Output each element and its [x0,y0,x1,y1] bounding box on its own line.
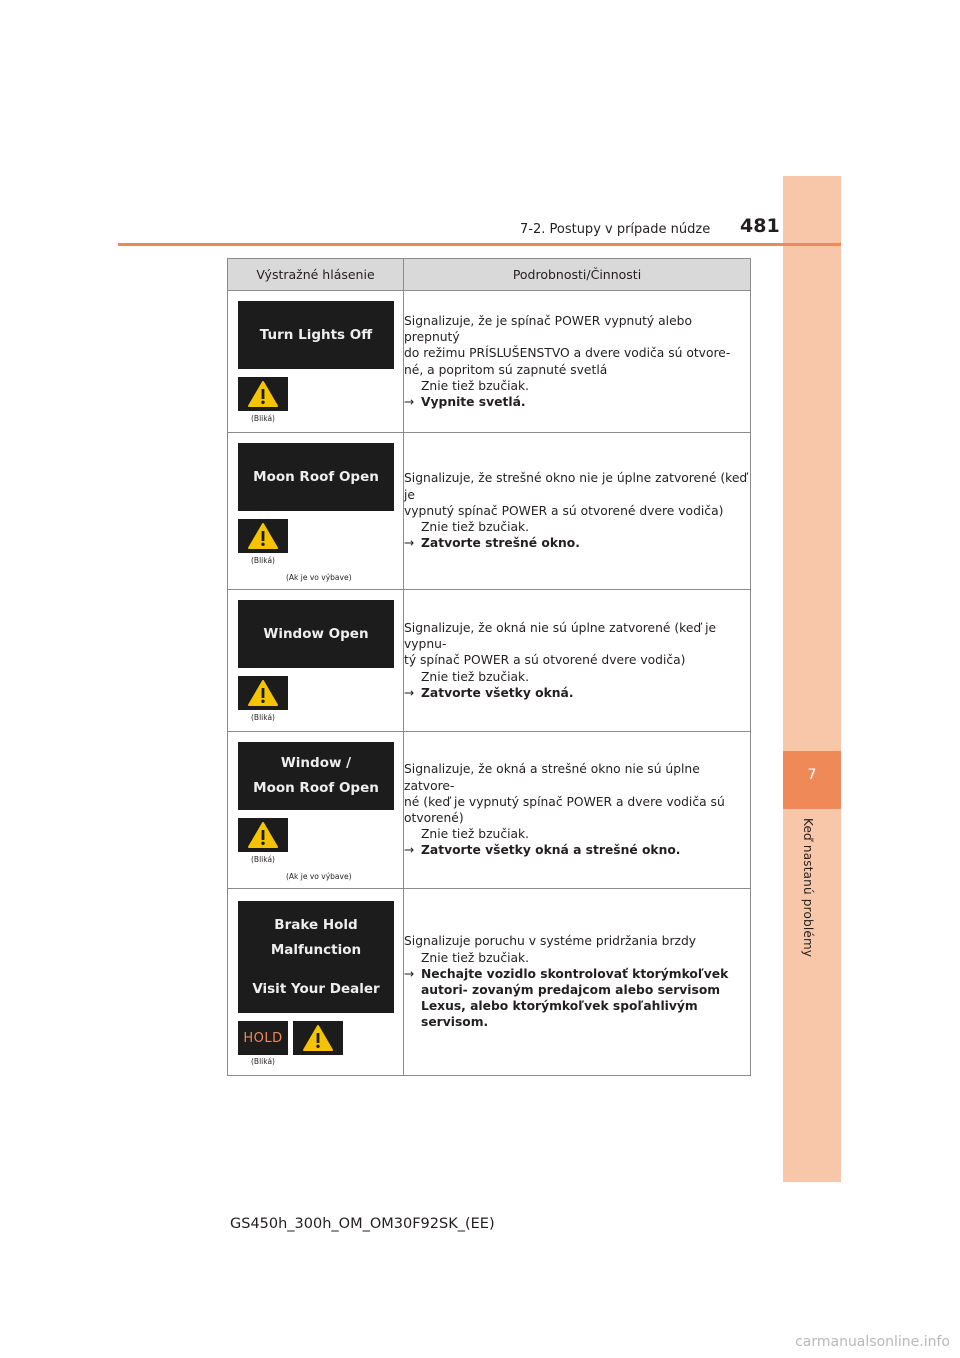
equipment-note: (Ak je vo výbave) [286,872,352,881]
arrow-icon: → [404,394,415,409]
description-line: Signalizuje, že strešné okno nie je úplne zatvorené (keď je [404,471,748,502]
blink-label: (Bliká) [251,855,275,864]
screen-line: Malfunction [270,941,362,958]
blink-label: (Bliká) [251,1057,275,1066]
description-line: né (keď je vypnutý spínač POWER a dvere vodiča sú [404,794,725,809]
buzzer-note: Znie tiež bzučiak. [421,827,530,842]
column-header-message: Výstražné hlásenie [228,259,404,291]
document-code: GS450h_300h_OM_OM30F92SK_(EE) [230,1216,495,1232]
buzzer-note: Znie tiež bzučiak. [421,520,530,535]
equipment-note: (Ak je vo výbave) [286,573,352,582]
header-rule [118,243,841,246]
table-header-row [228,259,751,291]
screen-line: Visit Your Dealer [252,980,380,997]
table-row [228,732,751,889]
table-row [228,590,751,732]
action-label: Vypnite svetlá. [421,394,526,409]
description-cell [404,291,751,433]
blink-label: (Bliká) [251,713,275,722]
description-cell [404,590,751,732]
description-line: Signalizuje, že okná a strešné okno nie sú úplne zatvore- [404,762,700,793]
screen-line: Moon Roof Open [253,468,379,485]
description-line: do režimu PRÍSLUŠENSTVO a dvere vodiča sú otvore- [404,346,731,361]
description-line: otvorené) [404,811,464,825]
hold-label: HOLD [243,1030,283,1046]
description-line: tý spínač POWER a sú otvorené dvere vodiča) [404,653,686,668]
action-text [404,685,750,701]
brake-hold-indicator-icon [238,1021,288,1055]
warning-triangle-icon [238,519,288,553]
table-row [228,433,751,590]
description-line: Signalizuje, že okná nie sú úplne zatvorené (keď je vypnu- [404,620,717,652]
chapter-sidebar [783,176,841,1182]
watermark: carmanualsonline.info [795,1334,950,1350]
screen-line: Brake Hold [274,916,358,933]
arrow-icon: → [404,685,415,700]
description-line: Signalizuje poruchu v systéme pridržania brzdy [404,934,697,949]
warning-triangle-icon [238,676,288,710]
screen-line: Turn Lights Off [259,326,373,343]
warning-messages-table [227,258,751,1076]
table-row [228,291,751,433]
display-screen [238,600,394,668]
blink-label: (Bliká) [251,414,275,423]
action-label: Nechajte vozidlo skontrolovať ktorýmkoľvek autori- zovaným predajcom alebo servisom Lexus, alebo ktorýmkoľvek spoľahlivým servisom. [421,966,729,1030]
warning-image-cell [228,889,404,1076]
action-label: Zatvorte všetky okná a strešné okno. [421,843,681,858]
description-line: né, a popritom sú zapnuté svetlá [404,362,608,377]
display-screen [238,901,394,1013]
action-text [404,966,750,1031]
blink-label: (Bliká) [251,556,275,565]
display-screen [238,301,394,369]
warning-image-cell [228,732,404,889]
warning-triangle-icon [238,377,288,411]
screen-line: Moon Roof Open [253,780,379,796]
table-row [228,889,751,1076]
display-screen [238,443,394,511]
display-screen [238,742,394,810]
chapter-title: Keď nastanú problémy [801,818,815,958]
action-text [404,535,750,551]
chapter-number: 7 [807,767,817,783]
column-header-details: Podrobnosti/Činnosti [404,259,751,291]
description-cell [404,732,751,889]
action-label: Zatvorte všetky okná. [421,685,574,700]
warning-triangle-icon [293,1021,343,1055]
buzzer-note: Znie tiež bzučiak. [421,669,530,684]
arrow-icon: → [404,536,415,551]
chapter-tab [783,751,841,809]
arrow-icon: → [404,843,415,858]
description-cell [404,433,751,590]
section-title: 7-2. Postupy v prípade núdze [520,222,711,237]
warning-triangle-icon [238,818,288,852]
warning-image-cell [228,590,404,732]
screen-line: Window / [280,755,352,771]
page-number: 481 [740,215,780,237]
warning-image-cell [228,433,404,590]
action-label: Zatvorte strešné okno. [421,536,580,551]
description-line: Signalizuje, že je spínač POWER vypnutý alebo prepnutý [404,313,692,345]
description-line: vypnutý spínač POWER a sú otvorené dvere vodiča) [404,503,724,518]
buzzer-note: Znie tiež bzučiak. [421,378,530,393]
action-text [404,842,750,858]
buzzer-note: Znie tiež bzučiak. [421,950,530,965]
arrow-icon: → [404,966,415,981]
warning-image-cell [228,291,404,433]
action-text [404,394,750,410]
screen-line: Window Open [263,625,369,642]
description-cell [404,889,751,1076]
